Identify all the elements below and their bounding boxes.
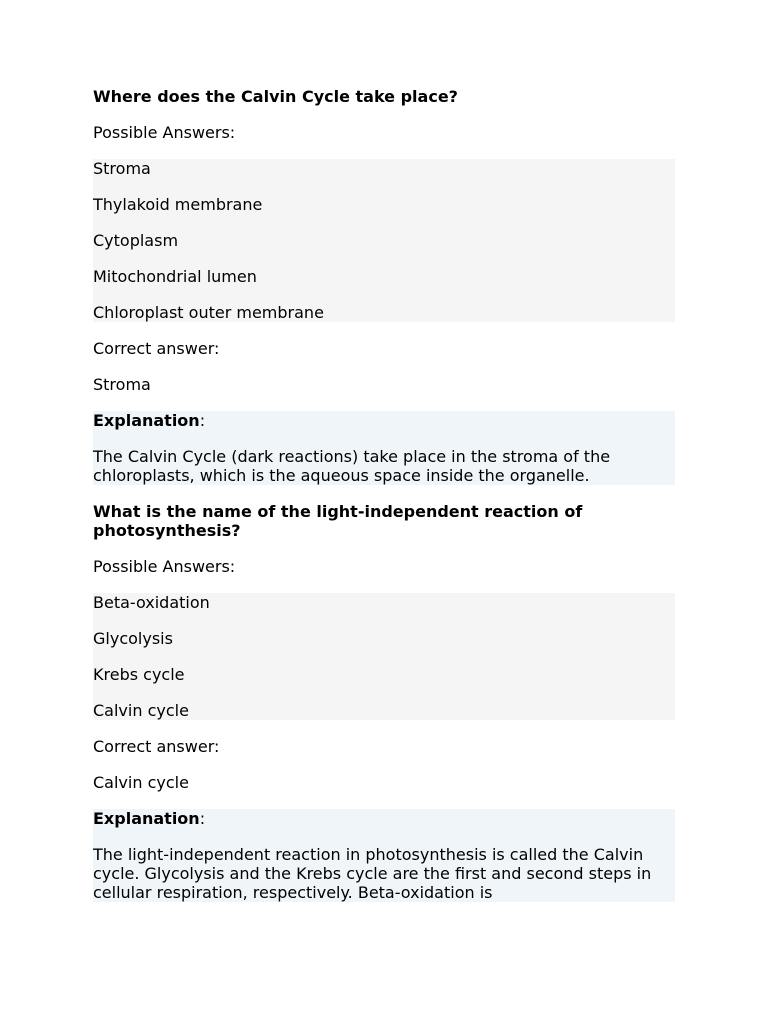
question-1-correct-label: Correct answer: xyxy=(93,339,220,358)
question-2-correct-label: Correct answer: xyxy=(93,737,220,756)
question-1-explanation-heading xyxy=(93,411,675,430)
question-1-explanation-text: The Calvin Cycle (dark reactions) take place in the stroma of the chloroplasts, which is the aqueous space inside the organelle. xyxy=(93,430,675,485)
question-2-answer-1: Beta-oxidation xyxy=(93,593,210,612)
question-1-answer-4: Mitochondrial lumen xyxy=(93,267,257,286)
question-1-correct-answer: Stroma xyxy=(93,375,151,394)
question-2-answer-4: Calvin cycle xyxy=(93,701,189,720)
question-1-answer-5: Chloroplast outer membrane xyxy=(93,303,324,322)
question-1-answer-3: Cytoplasm xyxy=(93,231,179,250)
question-2-explanation-label: Explanation xyxy=(93,809,200,828)
question-2-explanation-text: The light-independent reaction in photosynthesis is called the Calvin cycle. Glycolysis and the Krebs cycle are the first and second steps in cellular respiration, respectively. Beta-oxidation is xyxy=(93,828,675,902)
question-1-explanation-label: Explanation xyxy=(93,411,200,430)
question-2-answer-3: Krebs cycle xyxy=(93,665,185,684)
question-2-explanation-heading xyxy=(93,809,675,828)
question-1-answer-1: Stroma xyxy=(93,159,151,178)
question-1-possible-answers-label: Possible Answers: xyxy=(93,123,236,142)
document-page xyxy=(93,87,675,919)
question-1-explanation xyxy=(93,411,675,485)
question-1-explanation-colon: : xyxy=(199,411,206,430)
question-1-answer-list xyxy=(93,159,675,322)
question-2-correct-answer: Calvin cycle xyxy=(93,773,189,792)
question-2-answer-2: Glycolysis xyxy=(93,629,173,648)
question-1-answer-2: Thylakoid membrane xyxy=(93,195,263,214)
question-2-explanation xyxy=(93,809,675,902)
question-1-title: Where does the Calvin Cycle take place? xyxy=(93,87,458,106)
question-2-explanation-colon: : xyxy=(199,809,206,828)
question-2-possible-answers-label: Possible Answers: xyxy=(93,557,236,576)
question-2-answer-list xyxy=(93,593,675,720)
question-2-title: What is the name of the light-independent reaction of photosynthesis? xyxy=(93,502,588,540)
